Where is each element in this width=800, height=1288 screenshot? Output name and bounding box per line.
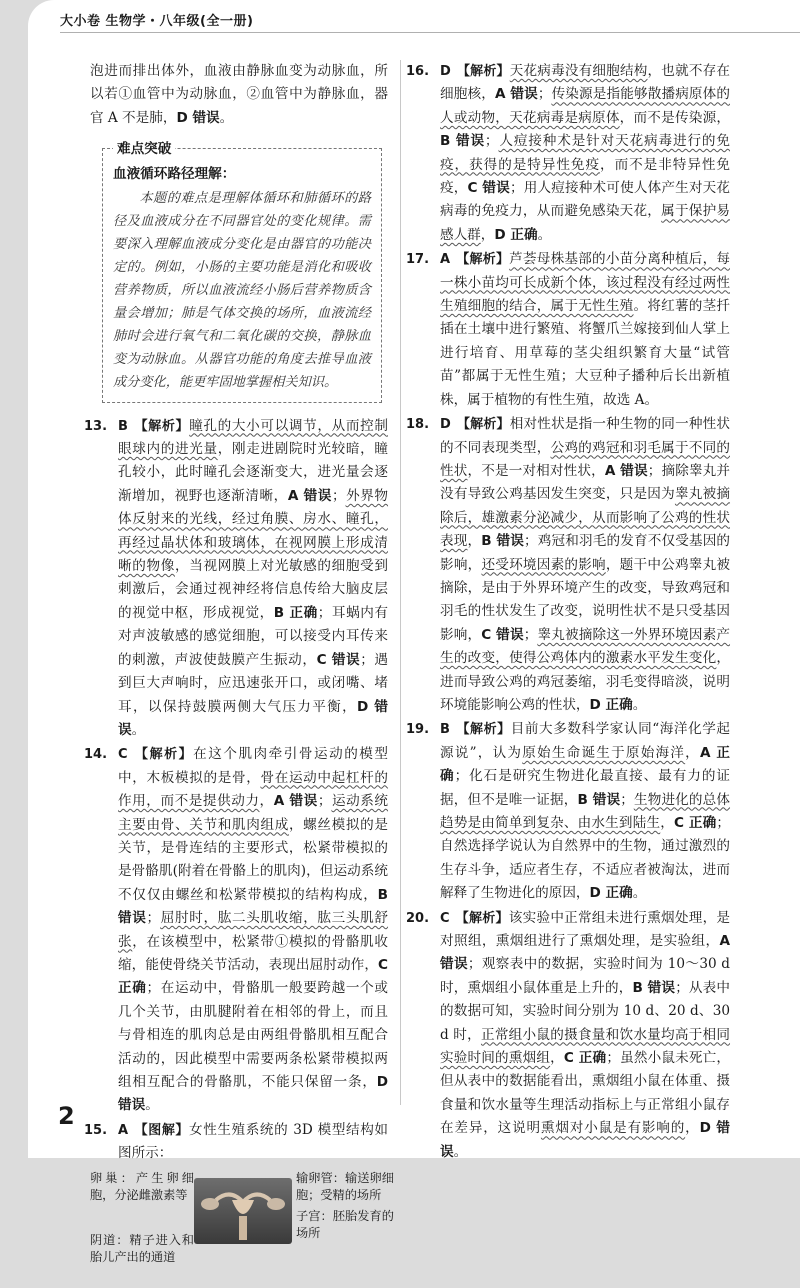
vagina-label: 阴道：精子进入和胎儿产出的通道	[90, 1232, 194, 1264]
uterus-label: 子宫：胚胎发育的场所	[296, 1208, 394, 1240]
callout-title: 难点突破	[113, 138, 175, 161]
running-header: 大小卷 生物学・八年级(全一册)	[60, 14, 254, 29]
question-18: 18. D 【解析】相对性状是指一种生物的同一种性状的不同表现类型，公鸡的鸡冠和羽毛属于不同的性状，不是一对相对性状，A 错误；摘除睾丸并没有导致公鸡基因发生突变，只是因为睾丸被摘除后，雄激素分泌减少，从而影响了公鸡的性状表现，B 错误；鸡冠和羽毛的发育不仅受基因的影响，还受环境因素的影响，题干中公鸡睾丸被摘除，是由于外界环境产生的改变，导致鸡冠和羽毛的性状发生了改变，说明性状不是只受基因影响，C 错误；睾丸被摘除这一外界环境因素产生的改变，使得公鸡体内的激素水平发生变化，进而导致公鸡的鸡冠萎缩，羽毛变得暗淡，说明环境能影响公鸡的性状，D 正确。	[406, 416, 731, 713]
ovary-label: 卵巢：产生卵细胞，分泌雌激素等	[90, 1170, 194, 1202]
column-divider	[400, 60, 401, 1105]
question-16: 16. D 【解析】天花病毒没有细胞结构，也就不存在细胞核，A 错误；传染源是指能够散播病原体的人或动物，天花病毒是病原体，而不是传染源，B 错误；人痘接种术是针对天花病毒进行的免疫，获得的是特异性免疫，而不是非特异性免疫，C 错误；用人痘接种术可使人体产生对天花病毒的免疫力，从而避免感染天花，属于保护易感人群，D 正确。	[406, 63, 731, 243]
oviduct-label: 输卵管：输送卵细胞；受精的场所	[296, 1170, 394, 1202]
question-14: 14. C 【解析】在这个肌肉牵引骨运动的模型中，木板模拟的是骨，骨在运动中起杠杆的作用，而不是提供动力，A 错误；运动系统主要由骨、关节和肌肉组成，螺丝模拟的是关节，是骨连结的主要形式，松紧带模拟的是骨骼肌(附着在骨骼上的肌肉)，但运动系统不仅仅由螺丝和松紧带模拟的结构构成，B 错误；屈肘时，肱二头肌收缩，肱三头肌舒张，在该模型中，松紧带①模拟的骨骼肌收缩，能使骨绕关节活动，表现出屈肘动作，C 正确；在运动中，骨骼肌一般要跨越一个或几个关节，由肌腱附着在相邻的骨上，而且与骨相连的肌肉总是由两组骨骼肌相互配合活动的，因此模型中需要两条松紧带模拟两组相互配合的骨骼肌，不能只保留一条，D 错误。	[84, 746, 389, 1114]
q12-continuation: 泡进而排出体外，血液由静脉血变为动脉血，所以若①血管中为动脉血，②血管中为静脉血，器官 A 不是肺，D 错误。	[90, 63, 388, 126]
question-19: 19. B 【解析】目前大多数科学家认同“海洋化学起源说”，认为原始生命诞生于原始海洋，A 正确；化石是研究生物进化最直接、最有力的证据，但不是唯一证据，B 错误；生物进化的总体趋势是由简单到复杂、由水生到陆生，C 正确；自然选择学说认为自然界中的生物，通过激烈的生存斗争，适应者生存，不适应者被淘汰，进而解释了生物进化的原因，D 正确。	[406, 721, 731, 902]
reproductive-system-figure	[90, 1170, 394, 1288]
difficulty-callout	[102, 141, 382, 402]
question-20: 20. C 【解析】该实验中正常组未进行熏烟处理，是对照组，熏烟组进行了熏烟处理，是实验组，A 错误；观察表中的数据，实验时间为 10～30 d 时，熏烟组小鼠体重是上升的，B 错误；从表中的数据可知，实验时间分别为 10 d、20 d、30 d 时，正常组小鼠的摄食量和饮水量均高于相同实验时间的熏烟组，C 正确；虽然小鼠未死亡，但从表中的数据能看出，熏烟组小鼠在体重、摄食量和饮水量等生理活动指标上与正常组小鼠存在差异，这说明熏烟对小鼠是有影响的，D 错误。	[406, 909, 731, 1160]
callout-subtitle: 血液循环路径理解：	[113, 166, 236, 183]
callout-text: 本题的难点是理解体循环和肺循环的路径及血液成分在不同器官处的变化规律。需要深入理解血液成分变化是由器官的功能决定的。例如，小肠的主要功能是消化和吸收营养物质，所以血液流经小肠后营养物质含量会增加；肺是气体交换的场所，血液流经肺时会进行氧气和二氧化碳的交换，静脉血变为动脉血。从器官功能的角度去推导血液成分变化，能更牢固地掌握相关知识。	[113, 190, 371, 390]
question-17: 17. A 【解析】芦荟母株基部的小苗分离种植后，每一株小苗均可长成新个体，该过程没有经过两性生殖细胞的结合，属于无性生殖。将红薯的茎扦插在土壤中进行繁殖、将蟹爪兰嫁接到仙人掌上进行培育、用草莓的茎尖组织繁育大量“试管苗”都属于无性生殖；大豆种子播种后长出新植株，属于植物的有性生殖，故选 A。	[406, 251, 730, 408]
header-rule	[60, 32, 800, 33]
left-column	[84, 60, 394, 1288]
uterus-model-image	[194, 1178, 292, 1244]
question-13: 13. B 【解析】瞳孔的大小可以调节，从而控制眼球内的进光量，刚走进剧院时光较暗，瞳孔较小，此时瞳孔会逐渐变大，进光量会逐渐增加，视野也逐渐清晰，A 错误；外界物体反射来的光线，经过角膜、房水、瞳孔，再经过晶状体和玻璃体，在视网膜上形成清晰的物像，当视网膜上对光敏感的细胞受到刺激后，会通过视神经将信息传给大脑皮层的视觉中枢，形成视觉，B 正确；耳蜗内有对声波敏感的感觉细胞，可以接受内耳传来的刺激，声波使鼓膜产生振动，C 错误；遇到巨大声响时，应迅速张开口，或闭嘴、堵耳，以保持鼓膜两侧大气压力平衡，D 错误。	[84, 417, 389, 738]
right-column	[406, 60, 731, 1165]
page-number: 2	[58, 1102, 75, 1130]
question-15: 15. A 【图解】女性生殖系统的 3D 模型结构如图所示：	[84, 1121, 388, 1162]
